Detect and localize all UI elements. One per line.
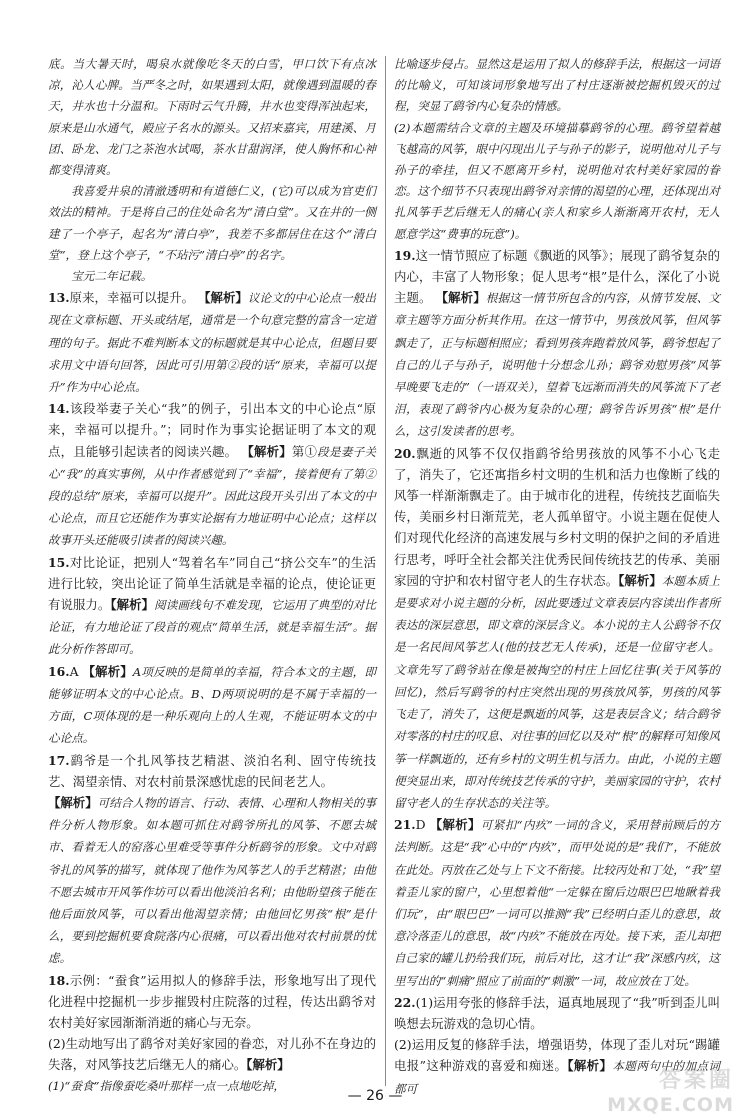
question-number: 14. — [48, 401, 70, 417]
analysis-tag: 【解析】 — [618, 572, 662, 588]
answer-text: 这一情节照应了标题《飘逝的风筝》；展现了鹞爷复杂的内心，丰富了人物形象；促人思考“根”是什么，深化了小说主题。 — [394, 247, 720, 306]
answer-text: (1)运用夸张的修辞手法，逼真地展现了“我”听到歪儿叫唤想去玩游戏的急切心情。 — [394, 994, 720, 1031]
question-number: 21. — [394, 817, 416, 833]
analysis-text: 本题本质上是要求对小说主题的分析，因此要透过文章表层内容读出作者所表达的深层意思，即文章的深层含义。本小说的主人公鹞爷不仅是一名民间风筝艺人(他的技艺无人传承)，还是一位留守老人。文章先写了鹞爷站在像是被掏空的村庄上回忆往事(关于风筝的回忆)，然后写鹞爷的村庄突然出现的男孩放风筝，男孩的风筝飞走了，消失了，这便是飘逝的风筝，这是表层含义；结合鹞爷对零落的村庄的叹息、对往事的回忆以及对“根”的解释可知像风筝一样飘逝的，还有乡村的文明生机与活力。由此，小说的主题便突显出来，即对传统技艺传承的守护，美丽家园的守护，农村留守老人的生存状态的关注等。 — [394, 573, 720, 810]
watermark-chinese: 答案圈 — [658, 1068, 734, 1093]
answer-text: 飘逝的风筝不仅仅指鹞爷给男孩放的风筝不小心飞走了，消失了，它还寓指乡村文明的生机和活力也像断了线的风筝一样渐渐飘走了。由于城市化的进程，传统技艺面临失传，美丽乡村日渐荒芜，老人孤单留守。小说主题在促使人们对现代化经济的高速发展与乡村文明的保护之间的矛盾进行思考，呼吁全社会都关注优秀民间传统技艺的传承、美丽家园的守护和农村留守老人的生存状态。 — [394, 445, 720, 588]
answer-text: 对比论证，把别人“驾着名车”同自己“挤公交车”的生活进行比较，突出论证了简单生活就是幸福的论点，使论证更有说服力。 — [48, 554, 376, 613]
analysis-text: 本题两句中的加点词都可 — [394, 1059, 720, 1096]
answer-20 — [394, 443, 720, 814]
answer-21 — [394, 814, 720, 992]
answer-18-part2 — [48, 1033, 376, 1075]
analysis-text: 可结合人物的语言、行动、表情、心理和人物相关的事件分析人物形象。如本题可抓住对鹞爷所扎的风筝、不愿去城市、看着无人的窑落心里难受等事件分析鹞爷的形象。文中对鹞爷扎的风筝的描写，就体现了他作为风筝艺人的手艺精湛；由他不愿去城市开风筝作坊可以看出他淡泊名利；由他盼望孩子能在他后面放风筝，可以看出他渴望亲情；由他回忆男孩“根”是什么，要到挖掘机要食院落内心很痛，可以看出他对农村前景的忧虑。 — [48, 795, 376, 966]
analysis-tag: 【解析】 — [435, 290, 486, 306]
analysis-text: 可紧扣“内疚”一词的含义，采用替前顾后的方法判断。这是“我”心中的“内疚”，而甲处说的是“我们”，不能放在此处。丙放在乙处与上下文不衔接。比较丙处和丁处，“我”望着歪儿家的窗户，心里想着他“一定躲在窗后边眼巴巴地瞅着我们玩”，由“眼巴巴”一词可以推测“我”已经明白歪儿的意思，故意冷落歪儿的意思，故“内疚”不能放在丙处。接下来，歪儿却把自己家的罐儿扔给我们玩，前后对比，这才让“我”深感内疚，这里写出的“刺痛”照应了前面的“刺激”一词，故应放在丁处。 — [394, 818, 720, 988]
analysis-text: A项反映的是简单的幸福，符合本文的主题，即能够证明本文的中心论点。B、D两项说明的是不属于幸福的一方面，C项体现的是一种乐观向上的人生观，不能证明本文的中心论点。 — [48, 664, 377, 746]
left-column — [48, 54, 376, 1097]
answer-18 — [48, 970, 376, 1034]
answer-16 — [48, 661, 376, 750]
analysis-text: 根据这一情节所包含的内容，从情节发展、文章主题等方面分析其作用。在这一情节中，男孩放风筝，但风筝飘走了，正与标题相照应；看到男孩奔跑着放风筝，鹞爷想起了自己的儿子与孙子，说明他十分想念儿孙；鹞爷劝慰男孩“风筝早晚要飞走的”（一语双关），望着飞远渐而消失的风筝流下了老泪，表现了鹞爷内心极为复杂的心理；鹞爷告诉男孩“根”是什么，这引发读者的思考。 — [394, 291, 721, 439]
answer-text: 原来，幸福可以提升。 — [69, 290, 195, 306]
answer-text: A — [69, 663, 79, 679]
page-number: — 26 — — [347, 1088, 403, 1104]
analysis-tag: 【解析】 — [198, 290, 248, 306]
analysis-lead: 第① — [291, 443, 318, 459]
answer-text: 鹞爷是一个扎风筝技艺精湛、淡泊名利、固守传统技艺、渴望亲情、对农村前景深感忧虑的民间老艺人。 — [48, 752, 376, 789]
translation-continued: 底。当大暑天时，喝泉水就像吃冬天的白雪，甲口饮下有点冰凉，沁人心脾。当严冬之时，如果遇到太阳，就像遇到温暖的春天，井水也十分温和。下雨时云气升腾，井水也变得浑浊起来，原来是山水通气，殿应子名水的源头。又招来嘉宾，用建溪、月团、卧龙、龙门之茶泡水试喝，茶水甘甜润泽，使人胸怀和心神都变得清爽。 — [48, 57, 376, 178]
answer-14 — [48, 398, 376, 551]
analysis-text: 段是妻子关心“我”的真实事例，从中作者感觉到了“幸福”，接着便有了第②段的总结“原来，幸福可以提升”。因此这段开头引出了本文的中心论点，而且它还能作为事实论据有力地证明中心论点；这样以故事开头还能吸引读者的阅读兴趣。 — [48, 444, 376, 548]
analysis-tag: 【解析】 — [110, 597, 155, 613]
question-number: 17. — [48, 752, 70, 768]
translation-paragraph: 我喜爱井泉的清澈透明和有道德仁义，(它)可以成为官吏们效法的精神。于是将自己的住处命名为“清白堂”。又在井的一侧建了一个亭子，起名为“清白亭”，我差不多都居住在这个“清白堂”，登上这个亭子，“不玷污”清白亭”的名字。 — [48, 184, 376, 262]
analysis-18: (1)“蚕食”指像蚕吃桑叶那样一点一点地吃掉， — [48, 1078, 285, 1093]
analysis-text: 议论文的中心论点一般出现在文章标题、开头或结尾，通常是一个句意完整的富含一定道理的句子。据此不难判断本文的标题就是其中心论点，但题目要求用文中语句回答，因此可引用第②段的话“原来，幸福可以提升”作为中心论点。 — [48, 291, 376, 395]
question-number: 22. — [394, 994, 416, 1010]
question-number: 19. — [394, 247, 416, 263]
analysis-tag: 【解析】 — [48, 794, 98, 810]
question-number: 18. — [48, 972, 70, 988]
analysis-tag: 【解析】 — [429, 817, 481, 833]
analysis-tag: 【解析】 — [567, 1058, 613, 1074]
right-column — [394, 54, 720, 1100]
analysis-tag: 【解析】 — [241, 443, 292, 459]
answer-19 — [394, 245, 720, 443]
watermark-site: MXQE.COM — [607, 1094, 734, 1116]
answer-text: 该段举妻子关心“我”的例子，引出本文的中心论点“原来，幸福可以提升。”；同时作为事实论据证明了本文的观点，且能够引起读者的阅读兴趣。 — [48, 401, 376, 459]
question-number: 15. — [48, 554, 70, 570]
answer-17 — [48, 750, 376, 792]
analysis-18-continued: 比喻逐步侵占。显然这是运用了拟人的修辞手法，根据这一词语的比喻义，可知该词形象地写出了村庄逐渐被挖掘机毁灭的过程，突显了鹞爷内心复杂的情感。 — [394, 57, 720, 114]
answer-15 — [48, 552, 376, 661]
answer-13 — [48, 287, 376, 398]
analysis-text: 阅读画线句不难发现，它运用了典型的对比论证，有力地论证了段首的观点“简单生活，就是幸福生活”。据此分析作答即可。 — [48, 598, 376, 657]
answer-text: D — [415, 817, 426, 833]
watermark-logo — [594, 1064, 744, 1120]
question-number: 13. — [48, 290, 70, 306]
answer-text: 示例：“蚕食”运用拟人的修辞手法，形象地写出了现代化进程中挖掘机一步步摧毁村庄院落的过程，传达出鹞爷对农村美好家园渐渐消逝的痛心与无奈。 — [48, 972, 376, 1030]
column-divider — [385, 56, 386, 1086]
translation-sign: 宝元二年记载。 — [71, 269, 153, 284]
question-number: 20. — [394, 445, 416, 461]
answer-text: (2)运用反复的修辞手法，增强语势，体现了歪儿对玩“踢罐电报”这种游戏的喜爱和痴迷。 — [394, 1037, 720, 1074]
answer-22 — [394, 992, 720, 1034]
analysis-17 — [48, 792, 376, 970]
analysis-18-part2: (2)本题需结合文章的主题及环境描摹鹞爷的心理。鹞爷望着越飞越高的风筝，眼中闪现出儿子与孙子的影子，说明他对儿子与孙子的牵挂，但又不愿离开乡村，说明他对农村美好家园的眷恋。这个细节不只表现出鹞爷对亲情的渴望的心理，还体现出对扎风筝手艺后继无人的痛心(亲人和家乡人渐渐离开农村，无人愿意学这“费事的玩意”)。 — [394, 120, 720, 241]
analysis-tag: 【解析】 — [246, 1057, 290, 1073]
answer-text: (2)生动地写出了鹞爷对美好家园的眷恋，对儿孙不在身边的失落，对风筝技艺后继无人的痛心。 — [48, 1036, 376, 1073]
question-number: 16. — [48, 663, 70, 679]
analysis-tag: 【解析】 — [82, 663, 133, 679]
